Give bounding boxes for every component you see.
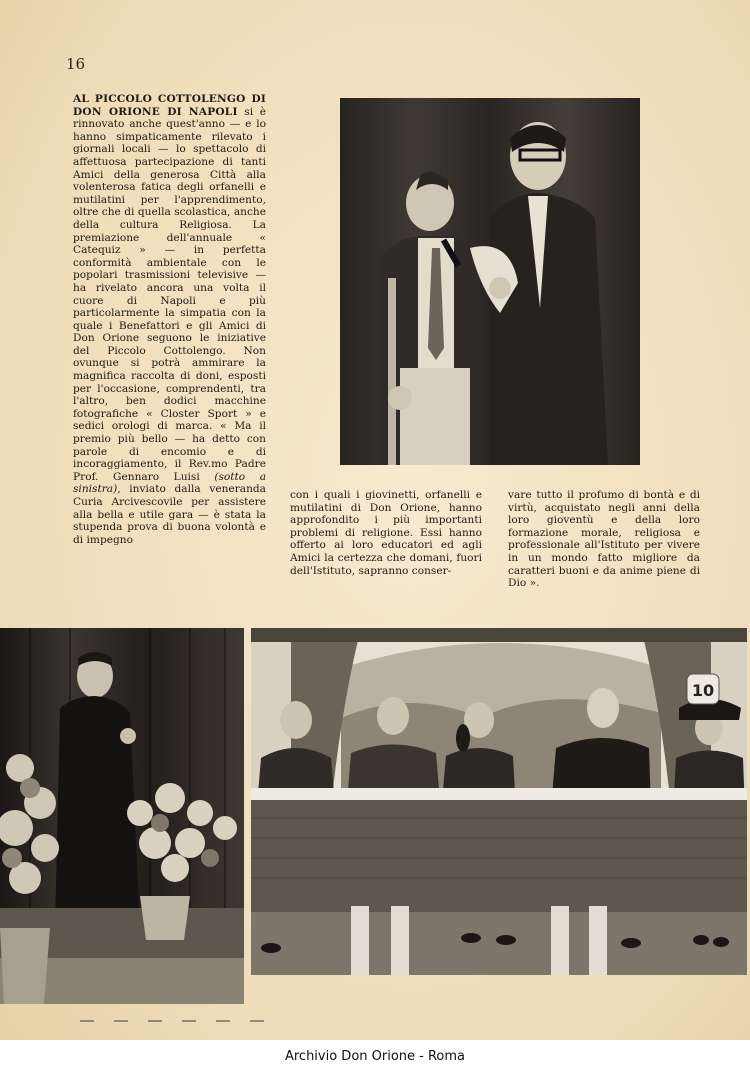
article-column-3 (508, 489, 700, 590)
article-column-2 (290, 489, 482, 577)
article-body-3: vare tutto il profumo di bontà e di virtù, acquistato negli anni della loro gioventù e della loro formazione morale, religiosa e professionale all'Istituto per vivere in un mondo fatto migliore da caratteri buoni e da anime piene di Dio ». (508, 489, 700, 590)
page-number: 16 (66, 55, 86, 73)
photo-microphone-interview (340, 98, 640, 465)
article-lead: AL PICCOLO COTTOLENGO DI DON ORIONE DI NAPOLI (73, 93, 266, 118)
archive-label: Archivio Don Orione - Roma (284, 1049, 466, 1064)
archive-footer (0, 1040, 750, 1073)
article-body-1: si è rinnovato anche quest'anno — e lo hanno simpaticamente rilevato i giornali locali — lo spettacolo di affettuosa partecipazione di tanti Amici della generosa Città alla volenterosa fatica degli orfanelli e mutilatini per l'apprendimento, oltre che di quella scolastica, anche della cultura Religiosa. La premiazione dell'annuale « Catequiz » — in perfetta conformità ambientale con le popolari trasmissioni televisive — ha rivelato ancora una volta il cuore di Napoli e più particolarmente la simpatia con la quale i Benefattori e gli Amici di Don Orione seguono le iniziative del Piccolo Cottolengo. Non ovunque si potrà ammirare la magnifica raccolta di doni, esposti per l'occasione, comprendenti, tra l'altro, ben dodici macchine fotografiche « Closter Sport » e sedici orologi di marca. « Ma il premio più bello — ha detto con parole di encomio e di incoraggiamento, il Rev.mo Padre Prof. Gennaro Luisi (73, 105, 267, 483)
photo-jury-table (251, 628, 747, 975)
article-body-2: con i quali i giovinetti, orfanelli e mutilatini di Don Orione, hanno approfondito i più importanti problemi di religione. Essi hanno offerto ai loro educatori ed agli Amici la certezza che domani, fuori dell'Istituto, sapranno conser- (290, 489, 482, 577)
photo-priest-speaking (0, 628, 244, 1004)
score-sign-number: 10 (691, 681, 715, 700)
decorative-dashes (80, 1020, 270, 1022)
article-column-1 (73, 93, 266, 546)
photo-caption-ref: (sotto a sinistra), (73, 470, 267, 496)
score-sign (687, 674, 719, 704)
article-body-1-end: inviato dalla veneranda Curia Arcivescovile per assistere alla bella e utile gara — è stata la stupenda prova di buona volontà e di impegno (73, 483, 266, 546)
